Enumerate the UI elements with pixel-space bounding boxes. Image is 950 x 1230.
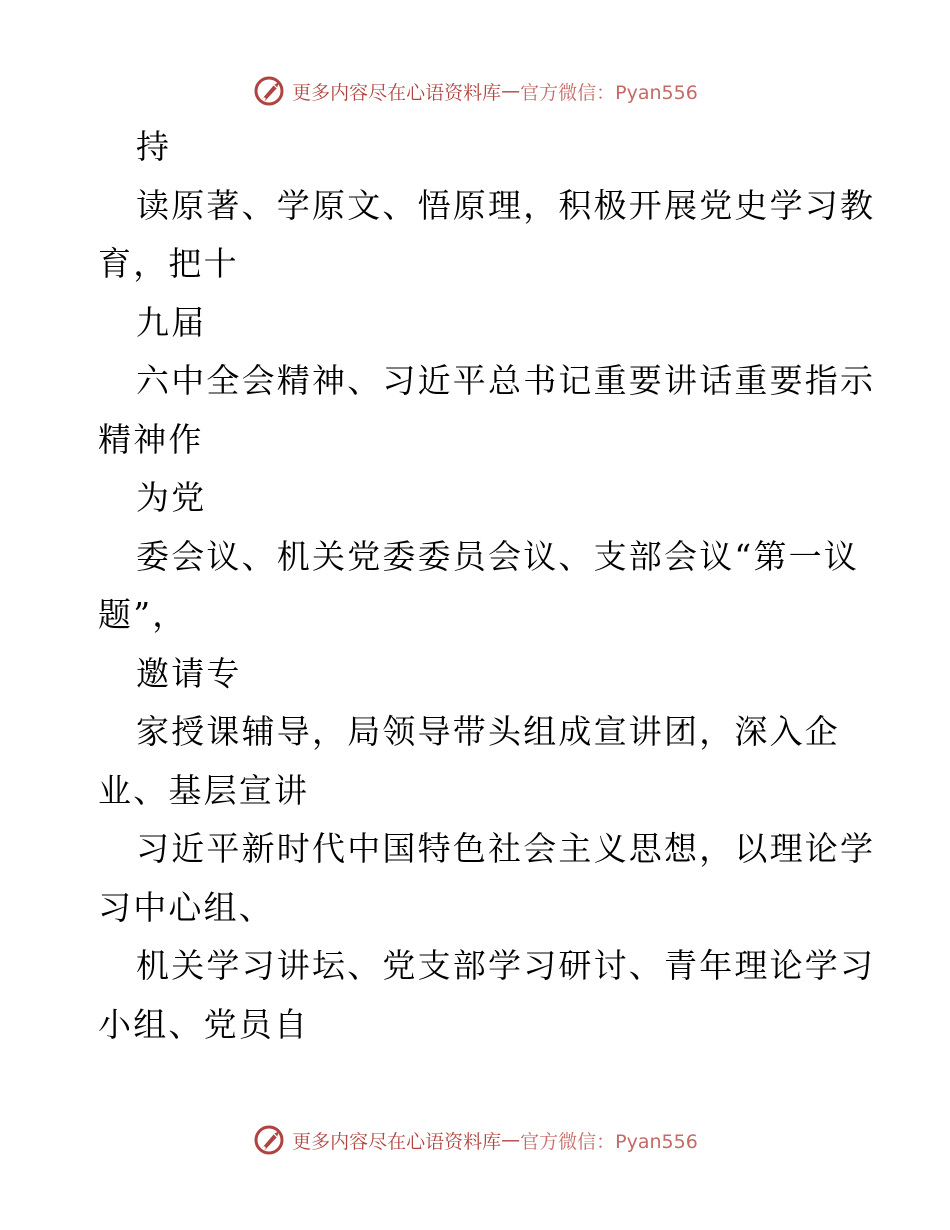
document-body: [98, 118, 876, 1054]
footer-watermark: [0, 1120, 950, 1160]
pen-nib-icon: [252, 1122, 288, 1158]
watermark-official: 官方微信：Pyan556: [520, 1130, 698, 1153]
paragraph-line: 机关学习讲坛、党支部学习研讨、青年理论学习: [136, 946, 876, 985]
watermark-separator: —: [501, 80, 521, 102]
paragraph-line: 习中心组、: [98, 887, 274, 927]
watermark-official: 官方微信：Pyan556: [520, 81, 698, 104]
watermark-separator: —: [501, 1129, 521, 1151]
pen-nib-icon: [252, 73, 288, 109]
paragraph-line: 育，把十: [98, 244, 239, 283]
paragraph-line: 题”，: [98, 595, 188, 634]
paragraph-line: 业、基层宣讲: [98, 770, 310, 810]
paragraph-line: 小组、党员自: [98, 1004, 310, 1044]
paragraph-line: 邀请专: [136, 653, 242, 693]
paragraph-line: 九届: [136, 302, 207, 342]
watermark-brand: 更多内容尽在心语资料库: [292, 81, 502, 104]
paragraph-line: 持: [136, 127, 172, 166]
paragraph-line: 家授课辅导，局领导带头组成宣讲团，深入企: [136, 712, 840, 751]
paragraph-line: 精神作: [98, 419, 204, 459]
paragraph-line: 习近平新时代中国特色社会主义思想，以理论学: [136, 829, 876, 868]
paragraph-line: 委会议、机关党委委员会议、支部会议“第一议: [136, 536, 860, 576]
paragraph-line: 读原著、学原文、悟原理，积极开展党史学习教: [136, 185, 876, 225]
paragraph-line: 为党: [136, 478, 207, 517]
watermark-brand: 更多内容尽在心语资料库: [292, 1130, 502, 1153]
paragraph-line: 六中全会精神、习近平总书记重要讲话重要指示: [136, 361, 876, 400]
header-watermark: [0, 71, 950, 111]
